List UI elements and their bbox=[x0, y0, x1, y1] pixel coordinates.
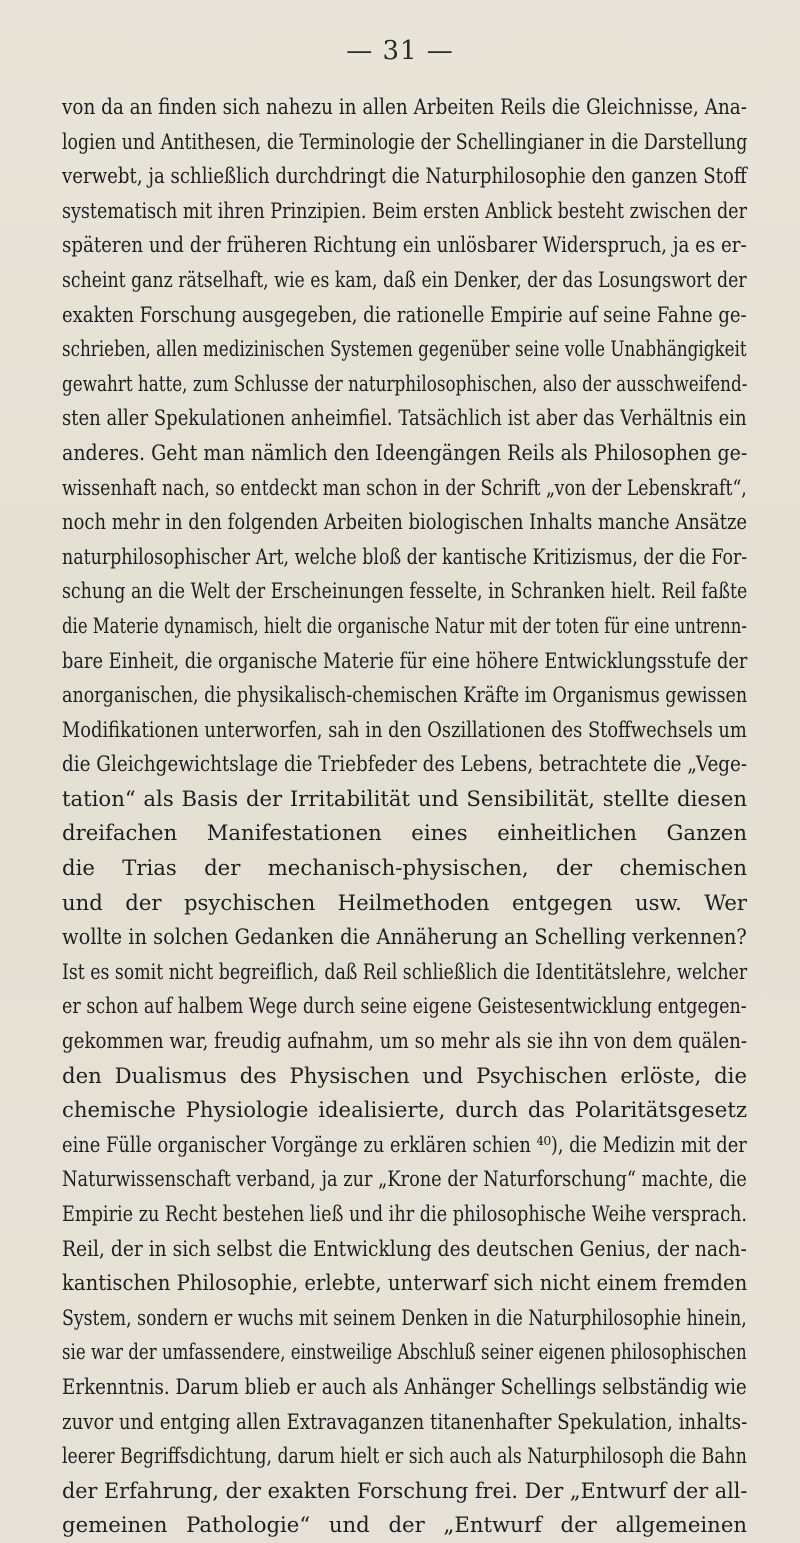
text-line: anorganischen, die physikalisch-chemischen Kräfte im Organismus gewissen bbox=[62, 682, 748, 708]
text-line: Ist es somit nicht begreiflich, daß Reil schließlich die Identitätslehre, welcher bbox=[62, 958, 748, 984]
text-line: Empirie zu Recht bestehen ließ und ihr die philosophische Weihe versprach. bbox=[62, 1201, 748, 1226]
text-line: späteren und der früheren Richtung ein unlösbarer Widerspruch, ja es er- bbox=[62, 232, 747, 258]
text-line: systematisch mit ihren Prinzipien. Beim ersten Anblick besteht zwischen der bbox=[62, 197, 747, 223]
text-line: eine Fülle organischer Vorgänge zu erklären schien ⁴⁰), die Medizin mit der bbox=[62, 1131, 747, 1157]
text-line: die Gleichgewichtslage die Triebfeder des Lebens, betrachtete die „Vege- bbox=[62, 751, 748, 777]
text-line: Modifikationen unterworfen, sah in den Oszillationen des Stoffwechsels um bbox=[62, 716, 747, 742]
text-line: kantischen Philosophie, erlebte, unterwarf sich nicht einem fremden bbox=[62, 1270, 748, 1296]
text-line: schung an die Welt der Erscheinungen fesselte, in Schranken hielt. Reil faßte bbox=[62, 578, 748, 604]
text-line: scheint ganz rätselhaft, wie es kam, daß ein Denker, der das Losungswort der bbox=[62, 266, 747, 292]
text-line: gemeinen Pathologie“ und der „Entwurf der allgemeinen bbox=[62, 1512, 747, 1538]
text-line: Erkenntnis. Darum blieb er auch als Anhänger Schellings selbständig wie bbox=[62, 1373, 747, 1399]
text-line: dreifachen Manifestationen eines einheitlichen Ganzen bbox=[62, 820, 747, 846]
text-line: gekommen war, freudig aufnahm, um so mehr als sie ihn von dem quälen- bbox=[62, 1028, 747, 1054]
text-line: sten aller Spekulationen anheimfiel. Tatsächlich ist aber das Verhältnis ein bbox=[62, 405, 747, 431]
text-line: zuvor und entging allen Extravaganzen titanenhafter Spekulation, inhalts- bbox=[62, 1408, 748, 1434]
text-line: den Dualismus des Physischen und Psychischen erlöste, die bbox=[62, 1062, 747, 1088]
text-line: von da an finden sich nahezu in allen Arbeiten Reils die Gleichnisse, Ana- bbox=[62, 94, 747, 119]
text-line: bare Einheit, die organische Materie für eine höhere Entwicklungsstufe der bbox=[62, 647, 748, 673]
text-line: wissenhaft nach, so entdeckt man schon in der Schrift „von der Lebenskraft“, bbox=[62, 474, 747, 500]
text-line: der Erfahrung, der exakten Forschung frei. Der „Entwurf der all- bbox=[62, 1477, 748, 1503]
text-line: noch mehr in den folgenden Arbeiten biologischen Inhalts manche Ansätze bbox=[62, 509, 748, 535]
text-line: wollte in solchen Gedanken die Annäherung an Schelling verkennen? bbox=[62, 924, 747, 950]
text-line: Reil, der in sich selbst die Entwicklung des deutschen Genius, der nach- bbox=[62, 1235, 747, 1261]
text-line: gewahrt hatte, zum Schlusse der naturphilosophischen, also der ausschweifend- bbox=[62, 370, 748, 396]
text-line: anderes. Geht man nämlich den Ideengängen Reils als Philosophen ge- bbox=[62, 439, 748, 465]
text-line: Naturwissenschaft verband, ja zur „Krone der Naturforschung“ machte, die bbox=[62, 1166, 747, 1192]
text-line: chemische Physiologie idealisierte, durch das Polaritätsgesetz bbox=[62, 1097, 747, 1123]
text-line: logien und Antithesen, die Terminologie der Schellingianer in die Darstellung bbox=[62, 128, 748, 154]
text-line: er schon auf halbem Wege durch seine eigene Geistesentwicklung entgegen- bbox=[62, 993, 747, 1019]
text-line: und der psychischen Heilmethoden entgegen usw. Wer bbox=[62, 889, 747, 915]
text-line: System, sondern er wuchs mit seinem Denken in die Naturphilosophie hinein, bbox=[62, 1304, 747, 1330]
text-line: tation“ als Basis der Irritabilität und Sensibilität, stellte diesen bbox=[62, 785, 747, 811]
text-line: leerer Begriffsdichtung, darum hielt er sich auch als Naturphilosoph die Bahn bbox=[62, 1443, 747, 1469]
text-line: die Trias der mechanisch-physischen, der chemischen bbox=[62, 855, 747, 881]
text-line: verwebt, ja schließlich durchdringt die Naturphilosophie den ganzen Stoff bbox=[62, 163, 747, 189]
text-line: exakten Forschung ausgegeben, die rationelle Empirie auf seine Fahne ge- bbox=[62, 301, 747, 327]
body-text bbox=[62, 90, 747, 1543]
page-number: — 31 — bbox=[346, 36, 454, 66]
text-line: schrieben, allen medizinischen Systemen gegenüber seine volle Unabhängigkeit bbox=[62, 336, 747, 362]
text-line: naturphilosophischer Art, welche bloß der kantische Kritizismus, der die For- bbox=[62, 543, 748, 569]
text-line: sie war der umfassendere, einstweilige Abschluß seiner eigenen philosophischen bbox=[62, 1339, 747, 1365]
text-line: die Materie dynamisch, hielt die organische Natur mit der toten für eine untrenn- bbox=[62, 612, 747, 638]
